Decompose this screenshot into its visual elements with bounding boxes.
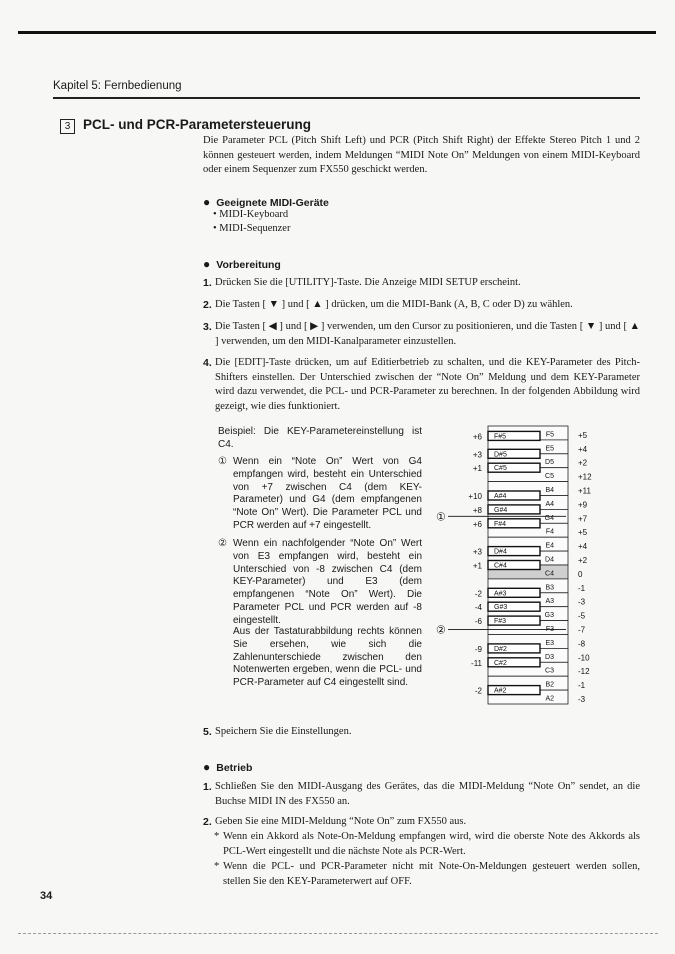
black-key-value: -4	[474, 603, 482, 613]
white-key-value: -10	[578, 653, 590, 663]
bottom-rule	[18, 933, 658, 934]
white-key-label: F3	[545, 626, 554, 633]
white-key-value: +4	[578, 542, 588, 552]
note-star: *	[214, 861, 220, 872]
step-text: Geben Sie eine MIDI-Meldung “Note On” zum FX550 aus.	[215, 816, 467, 827]
step-text: Die Tasten [ ▼ ] und [ ▲ ] drücken, um die MIDI-Bank (A, B, C oder D) zu wählen.	[215, 299, 573, 310]
white-key-value: -3	[578, 695, 586, 704]
white-key-value: +12	[578, 472, 592, 482]
step-number: 1.	[203, 781, 212, 793]
white-key-label: A3	[545, 598, 554, 606]
white-key-value: -1	[578, 583, 586, 593]
devices-heading-text: Geeignete MIDI-Geräte	[216, 197, 329, 209]
prep-heading-text: Vorbereitung	[216, 259, 281, 271]
section-title-text: PCL- und PCR-Parametersteuerung	[83, 117, 312, 132]
white-key-label: C4	[545, 570, 554, 578]
step-number: 4.	[203, 357, 212, 369]
white-key-label: D4	[545, 556, 554, 564]
black-key-label: A#4	[494, 493, 507, 500]
step-number: 5.	[203, 726, 212, 738]
white-key-value: +11	[578, 486, 591, 496]
header-rule	[53, 97, 640, 99]
white-key-value: -8	[578, 639, 586, 649]
marker-two: ②	[436, 624, 446, 637]
page-number: 34	[40, 890, 53, 902]
black-key-value: +8	[472, 505, 482, 515]
step-text: Die Tasten [ ◀ ] und [ ▶ ] verwenden, um den Cursor zu positionieren, und die Tasten [ ▼ ] und [ ▲ ] verwenden, um den MIDI-Kanalparameter einzustellen.	[215, 321, 640, 347]
betrieb-note-1	[214, 830, 640, 859]
example-intro: Beispiel: Die KEY-Parametereinstellung ist C4.	[218, 426, 422, 450]
device-item: • MIDI-Sequenzer	[213, 223, 291, 234]
black-key-label: A#2	[494, 687, 507, 695]
black-key-label: C#2	[494, 659, 507, 667]
step-text: Speichern Sie die Einstellungen.	[215, 726, 352, 737]
black-key-value: +6	[472, 432, 482, 442]
white-key-label: G4	[544, 514, 554, 522]
step-number: 1.	[203, 277, 212, 289]
white-key-label: B4	[545, 487, 554, 494]
white-key-label: D5	[545, 459, 554, 467]
prep-step-4	[203, 356, 640, 414]
white-key-value: -12	[578, 667, 590, 677]
black-key-label: D#5	[494, 451, 507, 459]
white-key-label: E4	[545, 542, 554, 550]
white-key-value: +2	[578, 458, 588, 468]
white-key-value: -5	[578, 611, 586, 621]
black-key-label: C#5	[494, 465, 507, 473]
black-key-value: -11	[471, 658, 482, 668]
step-number: 2.	[203, 816, 212, 828]
black-key-label: G#4	[494, 506, 508, 514]
black-key-value: +1	[472, 464, 482, 474]
white-key-value: -3	[578, 597, 586, 607]
circled-one: ①	[218, 456, 227, 467]
white-key-label: F5	[545, 431, 554, 439]
black-key-value: +3	[472, 547, 482, 557]
white-key-label: F4	[545, 528, 554, 536]
prep-step-1	[203, 276, 640, 291]
white-key-label: B3	[545, 584, 554, 592]
step-text: Die [EDIT]-Taste drücken, um auf Editierbetrieb zu schalten, und die KEY-Parameter des Pitch-Shifters einstellen. Der Unterschied zwischen der “Note On” Meldung und dem KEY-Parameter wird dazu verwendet, die PCL- und PCR-Parameter zu berechnen. In der folgenden Abbildung wird gezeigt, wie dies funktioniert.	[215, 357, 640, 412]
black-key-label: F#5	[494, 433, 507, 441]
prep-heading	[203, 257, 281, 271]
white-key-value: +9	[578, 500, 588, 510]
black-key-label: C#4	[494, 562, 507, 570]
white-key-value: +4	[578, 444, 588, 454]
white-key-label: E3	[545, 639, 554, 647]
white-key-label: A4	[545, 500, 554, 508]
device-item: • MIDI-Keyboard	[213, 209, 289, 220]
marker-one: ①	[436, 511, 446, 524]
prep-step-3	[203, 320, 640, 349]
white-key-value: +5	[578, 528, 588, 538]
black-key-label: D#2	[494, 645, 507, 653]
white-key-label: D3	[545, 653, 554, 661]
note-text: Wenn ein Akkord als Note-On-Meldung empfangen wird, wird die oberste Note des Akkords als PCL-Wert eingestellt und die nächste Note als PCR-Wert.	[223, 831, 640, 857]
black-key-label: F#3	[494, 618, 507, 626]
black-key-value: +6	[472, 519, 482, 529]
devices-heading	[203, 195, 329, 209]
chapter-header: Kapitel 5: Fernbedienung	[53, 80, 182, 92]
white-key-label: C3	[545, 667, 554, 675]
black-key-label: G#3	[494, 604, 508, 612]
white-key-value: +7	[578, 514, 588, 524]
white-key-label: A2	[545, 695, 554, 703]
prep-step-5	[203, 725, 640, 740]
section-title	[60, 117, 311, 134]
prep-step-2	[203, 298, 640, 313]
example-p3: Aus der Tastaturabbildung rechts können Sie ersehen, wie sich die Zahlenunterschiede zwischen den Notenwerten ergeben, wenn die PCL- und PCR-Parameter auf C4 eingestellt sind.	[233, 626, 422, 689]
betrieb-step-1	[203, 780, 640, 809]
black-key-label: F#4	[494, 520, 507, 528]
keyboard-diagram	[430, 420, 610, 720]
white-key-label: E5	[545, 445, 554, 453]
note-text: Wenn die PCL- und PCR-Parameter nicht mit Note-On-Meldungen gesteuert werden sollen, stellen Sie den KEY-Parameterwert auf OFF.	[223, 861, 640, 887]
betrieb-heading	[203, 760, 252, 774]
bullet-icon: ●	[203, 195, 211, 209]
black-key-label: D#4	[494, 548, 507, 556]
bullet-icon: ●	[203, 257, 211, 271]
step-number: 3.	[203, 321, 212, 333]
black-key-value: -2	[474, 686, 482, 696]
black-key-value: +1	[472, 561, 482, 571]
betrieb-heading-text: Betrieb	[216, 762, 253, 774]
betrieb-note-2	[214, 860, 640, 889]
black-key-value: -2	[474, 589, 482, 599]
betrieb-step-2	[203, 815, 640, 830]
white-key-value: +2	[578, 556, 588, 565]
bullet-icon: ●	[203, 760, 211, 774]
section-number: 3	[60, 119, 75, 134]
white-key-label: C5	[545, 473, 554, 481]
note-star: *	[214, 831, 220, 842]
black-key-value: +10	[468, 492, 482, 501]
white-key-value: -7	[578, 625, 586, 635]
top-rule	[18, 31, 656, 34]
example-p1: Wenn ein “Note On” Wert von G4 empfangen wird, besteht ein Unterschied von +7 zwischen C4 (dem KEY-Parameter) und G4 (dem empfangenen “Note On” Wert). Die Parameter PCL und PCR werden auf +7 eingestellt.	[233, 456, 422, 531]
circled-two: ②	[218, 538, 227, 549]
black-key-value: -6	[474, 617, 482, 627]
white-key-value: -1	[578, 681, 586, 691]
step-text: Drücken Sie die [UTILITY]-Taste. Die Anzeige MIDI SETUP erscheint.	[215, 277, 521, 288]
step-number: 2.	[203, 299, 212, 311]
example-p2: Wenn ein nachfolgender “Note On” Wert von E3 empfangen wird, besteht ein Unterschied von -8 zwischen C4 (dem KEY-Parameter) und E3 (dem empfangenen “Note On” Wert). Die Parameter PCL und PCR werden auf -8 eingestellt.	[233, 538, 422, 626]
step-text: Schließen Sie den MIDI-Ausgang des Gerätes, das die MIDI-Meldung “Note On” sendet, an die Buchse MIDI IN des FX550 an.	[215, 781, 640, 807]
white-key-label: B2	[545, 681, 554, 689]
white-key-value: +5	[578, 430, 588, 440]
black-key-value: +3	[472, 450, 482, 460]
section-intro: Die Parameter PCL (Pitch Shift Left) und PCR (Pitch Shift Right) der Effekte Stereo Pitch 1 und 2 können gesteuert werden, indem Meldungen “MIDI Note On” Meldungen von einem MIDI-Keyboard oder einem Sequenzer zum FX550 geschickt werden.	[203, 135, 640, 175]
black-key-value: -9	[474, 644, 482, 654]
white-key-label: G3	[544, 612, 554, 620]
white-key-value: 0	[578, 569, 583, 579]
black-key-label: A#3	[494, 590, 507, 598]
